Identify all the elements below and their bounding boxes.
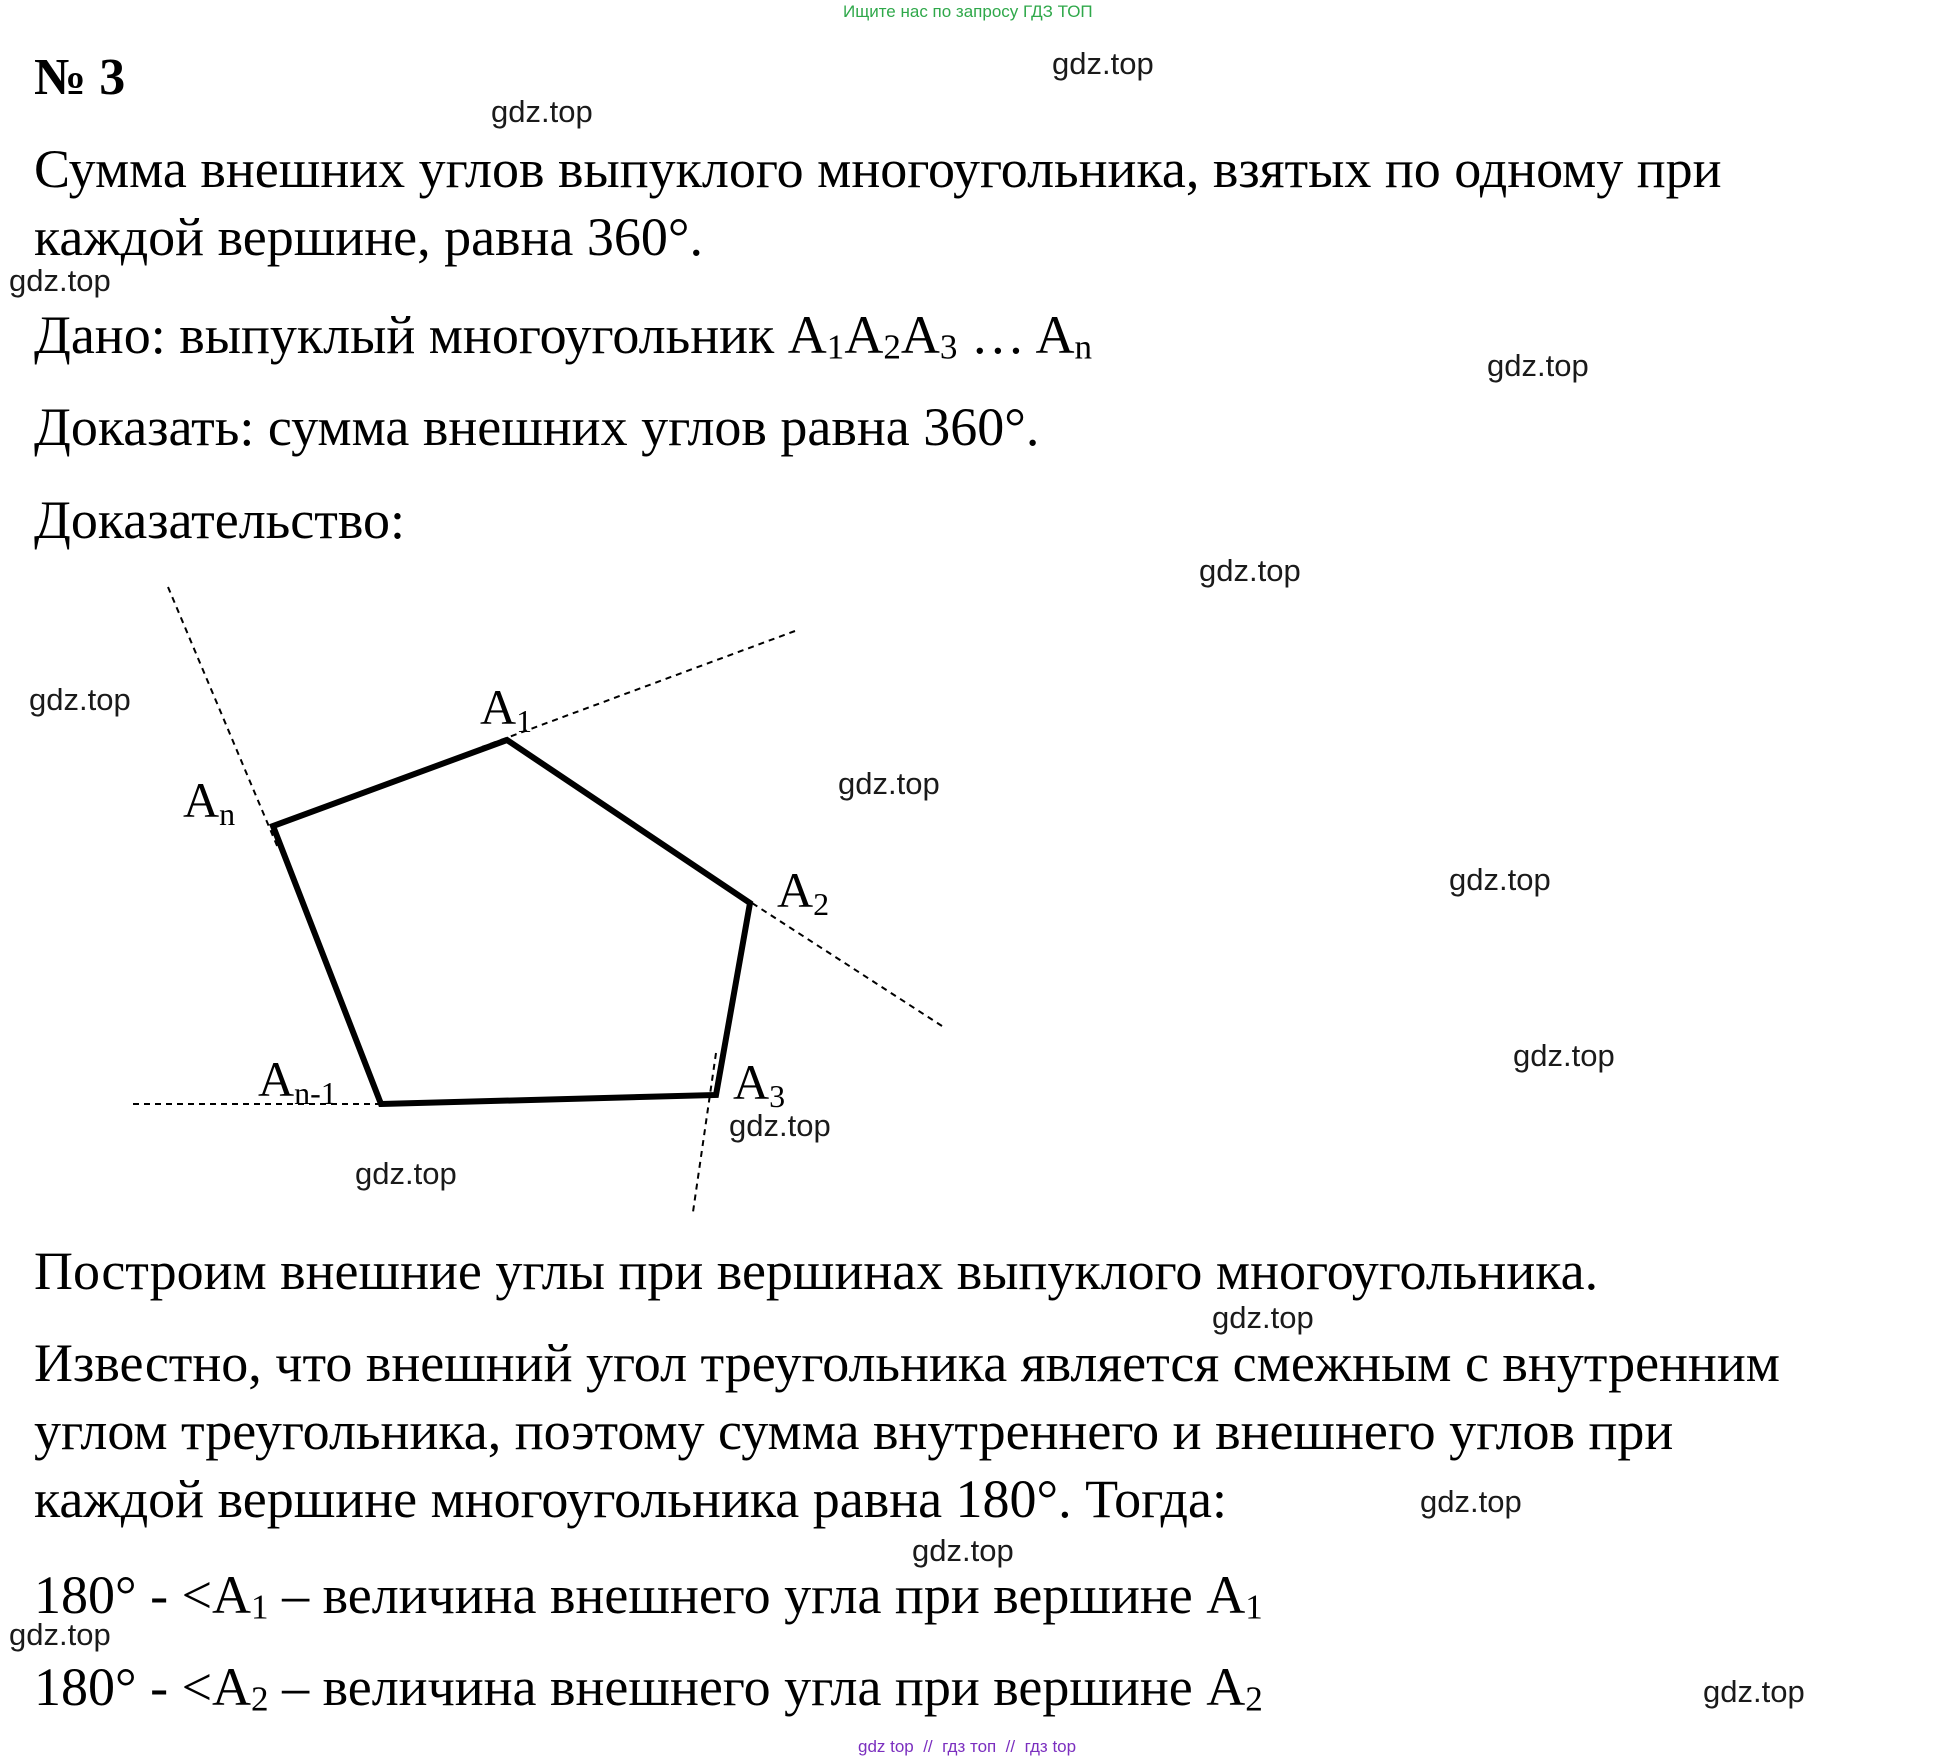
problem-number: № 3 bbox=[34, 49, 126, 106]
polygon-figure bbox=[0, 0, 1000, 1230]
watermark: gdz.top bbox=[29, 682, 131, 717]
body-paragraph-1: Построим внешние углы при вершинах выпуклого многоугольника. bbox=[34, 1241, 1599, 1301]
label-a1: A1 bbox=[480, 679, 533, 739]
watermark: gdz.top bbox=[912, 1533, 1014, 1568]
top-banner: Ищите нас по запросу ГДЗ ТОП bbox=[843, 2, 1093, 21]
watermark: gdz.top bbox=[1487, 348, 1589, 383]
watermark: gdz.top bbox=[1420, 1484, 1522, 1519]
watermark: gdz.top bbox=[729, 1108, 831, 1143]
given-prefix: Дано: выпуклый многоугольник bbox=[34, 305, 788, 365]
vertex-a3: A bbox=[900, 305, 940, 365]
watermark: gdz.top bbox=[1212, 1300, 1314, 1335]
statement-line-1: Сумма внешних углов выпуклого многоугольника, взятых по одному при bbox=[34, 139, 1722, 199]
label-a2: A2 bbox=[777, 862, 830, 922]
watermark: gdz.top bbox=[1513, 1038, 1615, 1073]
watermark: gdz.top bbox=[1052, 46, 1154, 81]
watermark: gdz.top bbox=[355, 1156, 457, 1191]
given-ellipsis: … bbox=[957, 305, 1036, 365]
vertex-a2-sub: 2 bbox=[883, 327, 901, 367]
label-an: An bbox=[183, 772, 236, 832]
watermark: gdz.top bbox=[1199, 553, 1301, 588]
watermark: gdz.top bbox=[1703, 1674, 1805, 1709]
extension-line-a2 bbox=[752, 903, 942, 1026]
body-paragraph-2-line-2: углом треугольника, поэтому сумма внутреннего и внешнего углов при bbox=[34, 1401, 1674, 1461]
vertex-an-sub: n bbox=[1074, 327, 1092, 367]
convex-polygon bbox=[273, 740, 750, 1104]
body-paragraph-2-line-3: каждой вершине многоугольника равна 180°. Тогда: bbox=[34, 1469, 1227, 1529]
bottom-banner: gdz top // гдз топ // гдз top bbox=[858, 1737, 1077, 1756]
watermark: gdz.top bbox=[9, 1617, 111, 1652]
statement-line-2: каждой вершине, равна 360°. bbox=[34, 207, 703, 267]
vertex-a1: A bbox=[787, 305, 827, 365]
vertex-a1-sub: 1 bbox=[826, 327, 845, 367]
vertex-a3-sub: 3 bbox=[939, 327, 958, 367]
proof-heading: Доказательство: bbox=[34, 490, 405, 550]
formula-a1: $180^\circ - <A_1$ – величина внешнего угла при вершине $A_1$ bbox=[34, 1565, 1263, 1627]
vertex-a2: A bbox=[844, 305, 884, 365]
formula-a2: $180^\circ - <A_2$ – величина внешнего угла при вершине $A_2$ bbox=[34, 1657, 1263, 1719]
label-a3: A3 bbox=[733, 1054, 786, 1114]
watermark: gdz.top bbox=[1449, 862, 1551, 897]
watermark: gdz.top bbox=[491, 94, 593, 129]
body-paragraph-2-line-1: Известно, что внешний угол треугольника является смежным с внутренним bbox=[34, 1333, 1780, 1393]
watermark: gdz.top bbox=[9, 263, 111, 298]
vertex-an: A bbox=[1035, 305, 1075, 365]
watermark: gdz.top bbox=[838, 766, 940, 801]
label-an-1: An-1 bbox=[258, 1051, 337, 1111]
extension-line-a3 bbox=[693, 1053, 716, 1212]
prove-line: Доказать: сумма внешних углов равна 360°. bbox=[34, 397, 1040, 457]
